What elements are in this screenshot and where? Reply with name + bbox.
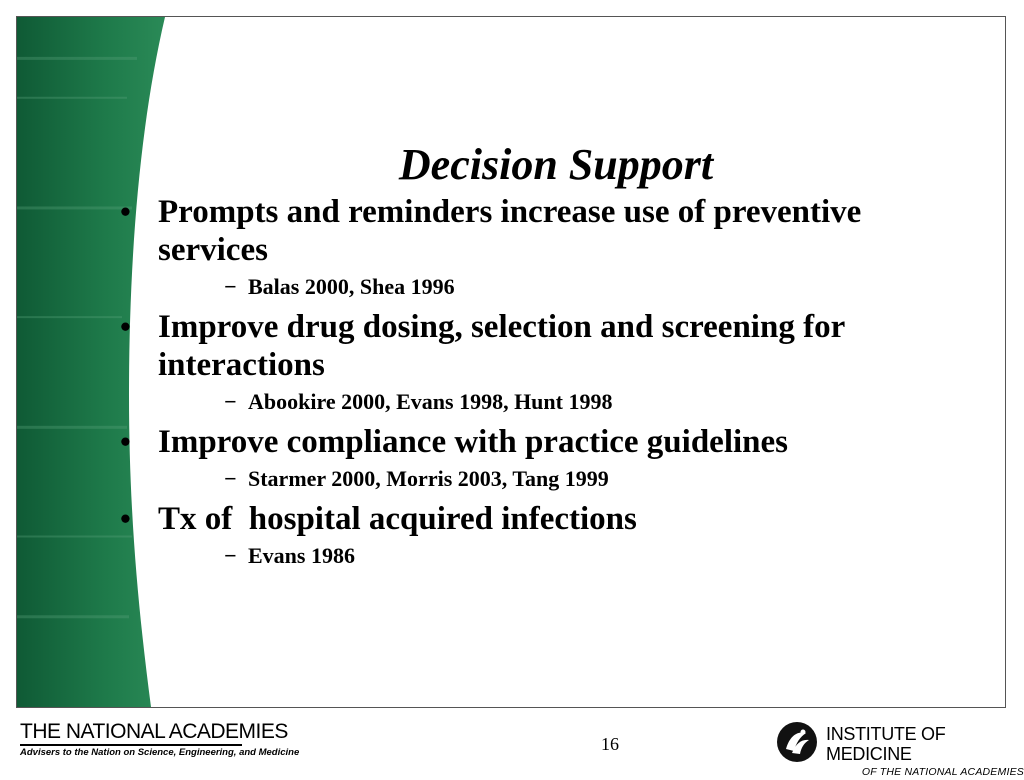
national-academies-tagline: Advisers to the Nation on Science, Engineering, and Medicine bbox=[20, 747, 300, 758]
citation bbox=[224, 464, 940, 494]
citation bbox=[224, 272, 940, 302]
slide-title: Decision Support bbox=[398, 140, 714, 189]
bullet-item bbox=[120, 193, 940, 302]
national-academies-title: THE NATIONAL ACADEMIES bbox=[20, 720, 288, 743]
citation-text: Evans 1986 bbox=[248, 543, 355, 568]
citation-text: Abookire 2000, Evans 1998, Hunt 1998 bbox=[248, 389, 613, 414]
bullet-list bbox=[120, 193, 940, 577]
bullet-item bbox=[120, 500, 940, 571]
bullet-item bbox=[120, 423, 940, 494]
bullet-text: Improve compliance with practice guidelines bbox=[158, 424, 788, 460]
bullet-dot: • bbox=[120, 501, 131, 536]
citation-dash: − bbox=[224, 274, 237, 299]
citation-text: Starmer 2000, Morris 2003, Tang 1999 bbox=[248, 466, 609, 491]
iom-subtitle: OF THE NATIONAL ACADEMIES bbox=[861, 766, 1024, 778]
bullet-item bbox=[120, 308, 940, 417]
bullet-dot: • bbox=[120, 194, 131, 229]
citation-text: Balas 2000, Shea 1996 bbox=[248, 274, 455, 299]
citation bbox=[224, 387, 940, 417]
national-academies-logo bbox=[20, 721, 299, 760]
citation-dash: − bbox=[224, 543, 237, 568]
bullet-text: Tx of hospital acquired infections bbox=[158, 501, 637, 537]
bullet-dot: • bbox=[120, 424, 131, 459]
citation bbox=[224, 541, 940, 571]
citation-dash: − bbox=[224, 389, 237, 414]
bullet-text: Improve drug dosing, selection and screening for interactions bbox=[158, 309, 845, 383]
citation-dash: − bbox=[224, 466, 237, 491]
iom-title: INSTITUTE OF MEDICINE bbox=[826, 724, 946, 764]
bullet-dot: • bbox=[120, 309, 131, 344]
page-number: 16 bbox=[601, 734, 619, 754]
iom-emblem-icon bbox=[776, 721, 818, 763]
iom-logo-text bbox=[826, 724, 1024, 780]
bullet-text: Prompts and reminders increase use of preventive services bbox=[158, 194, 862, 268]
